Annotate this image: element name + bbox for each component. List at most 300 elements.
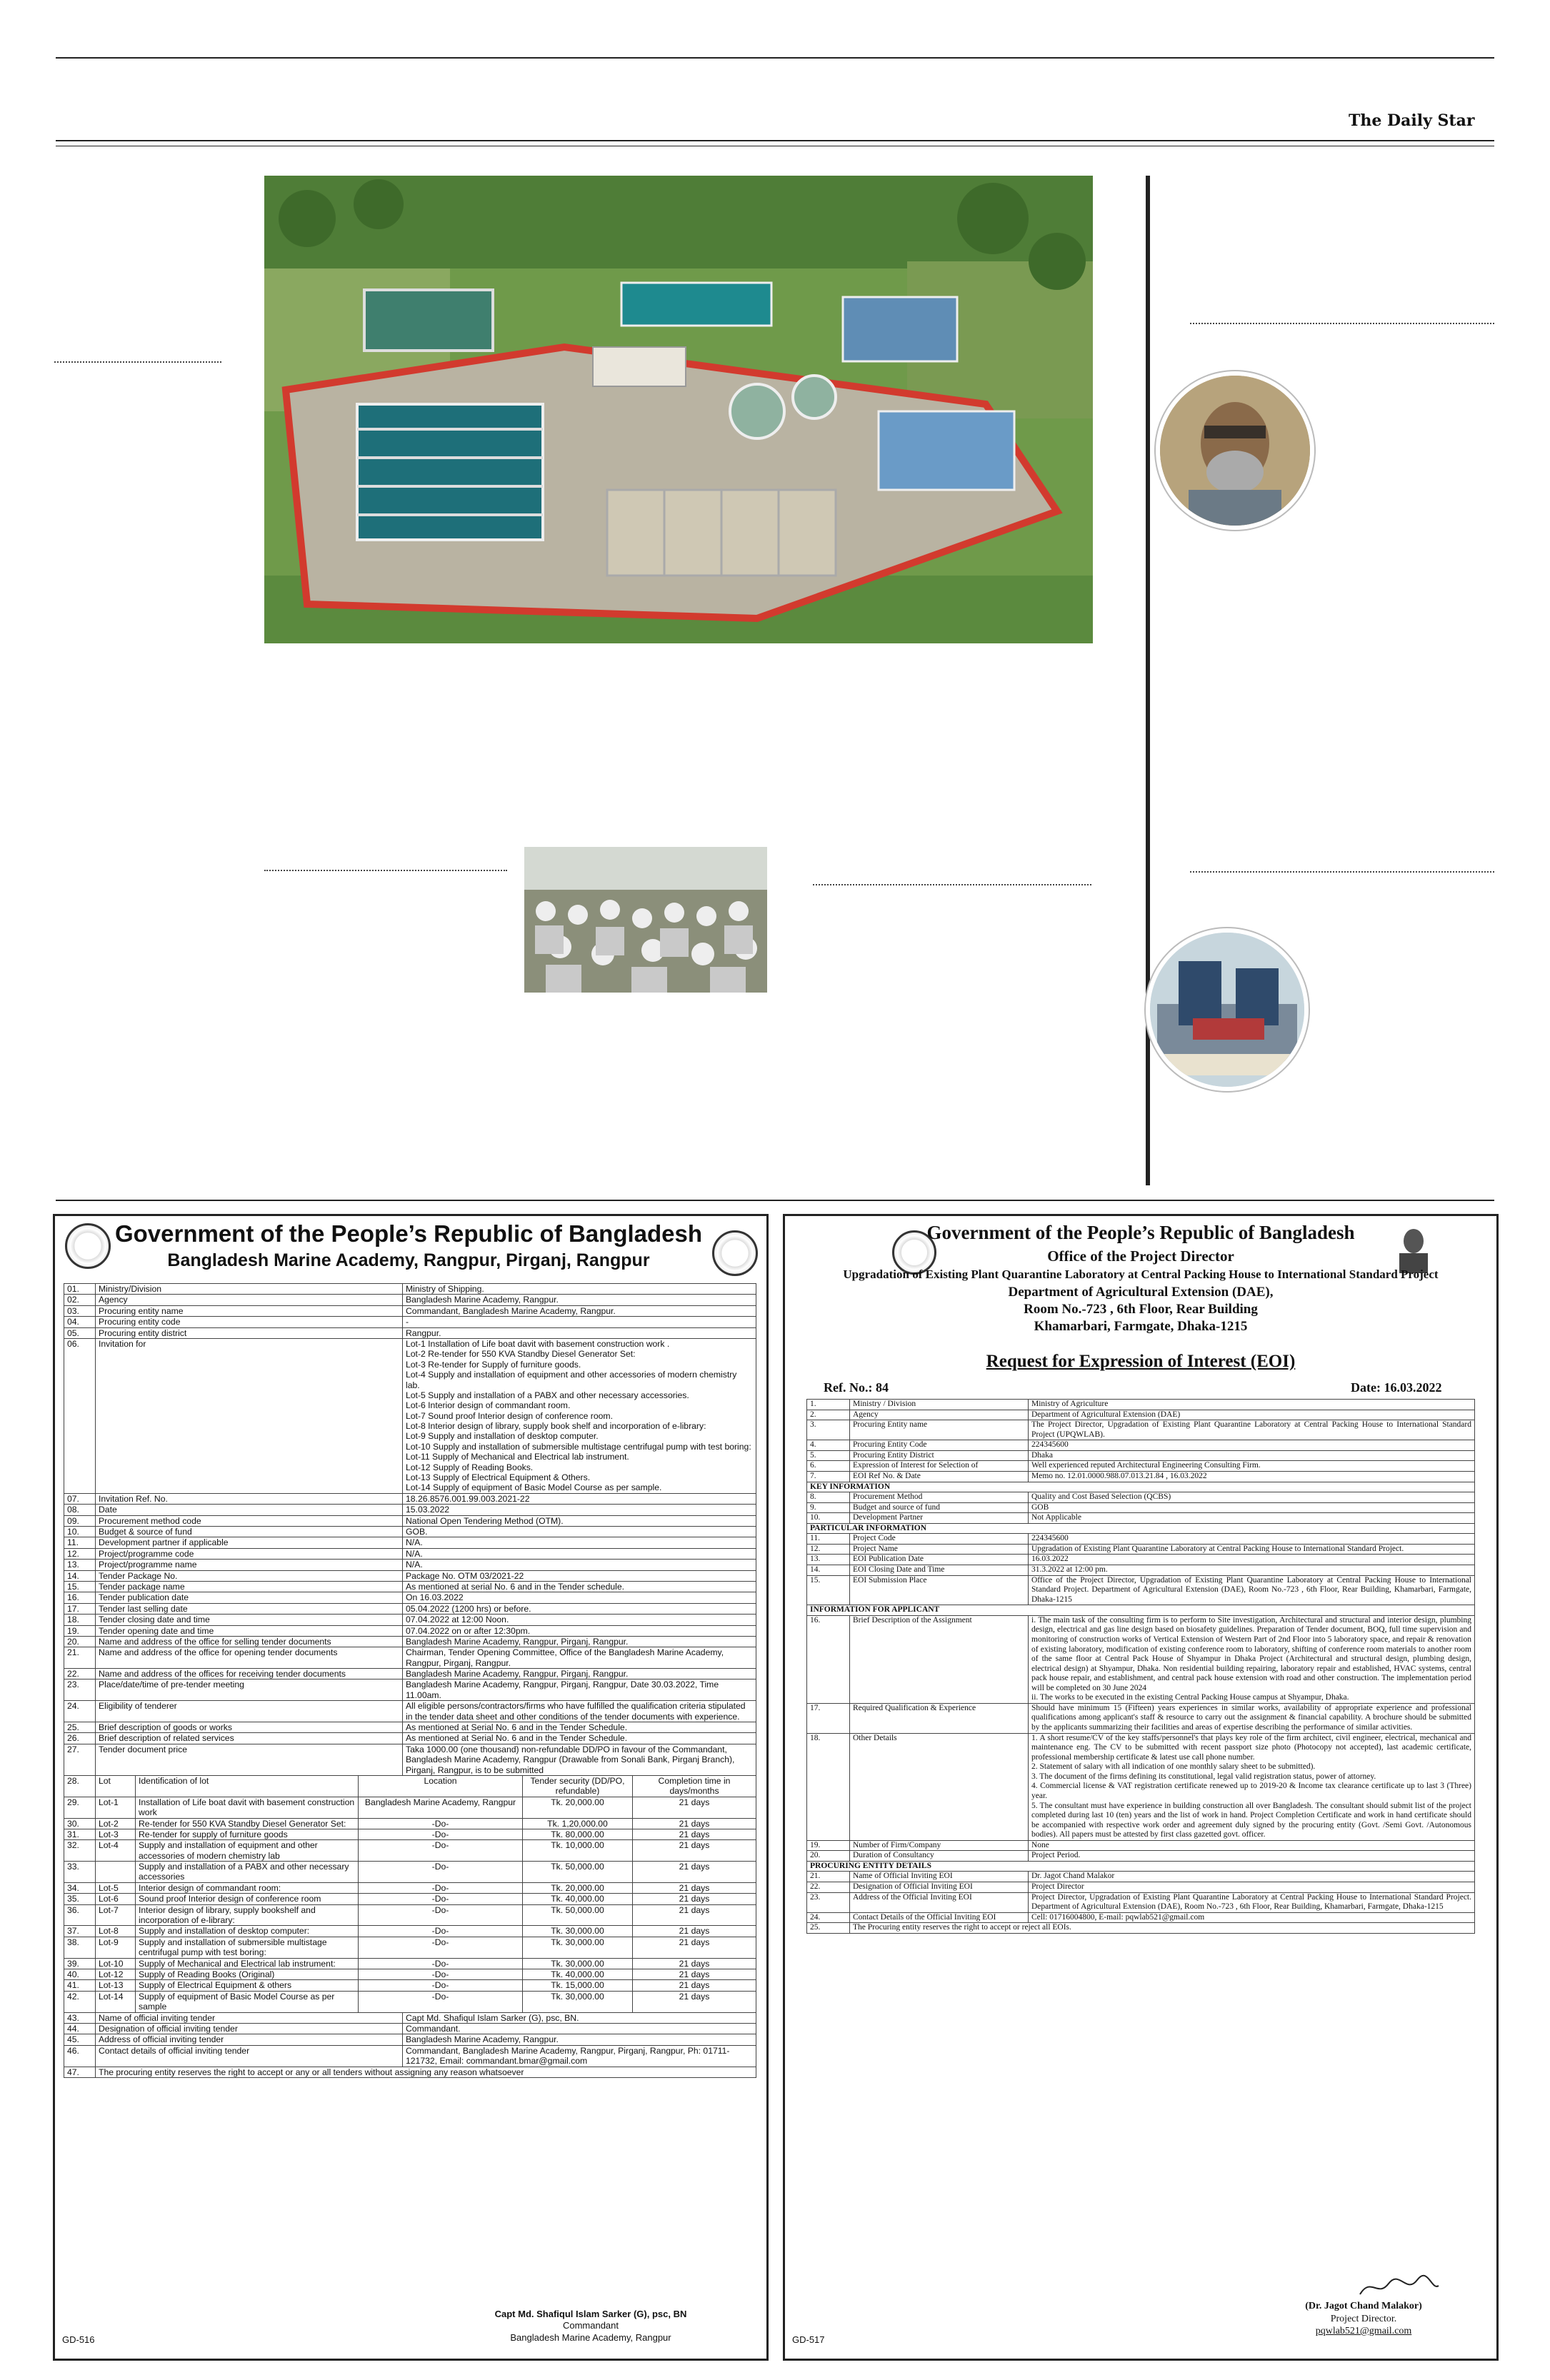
eoi-office: Office of the Project Director [1047, 1247, 1234, 1265]
row-value: Should have minimum 15 (Fifteen) years experiences in similar works, availability of appropriate experience and professional qualifications among applicant's staff & resource to carry out the assignment & financial capability. A brochure should be submitted by the applicants summarizing their facilities and areas of expertise describing the performance of similar activities. [1029, 1703, 1475, 1733]
row-number: 2. [807, 1410, 850, 1420]
table-row [807, 1410, 1475, 1420]
row-value: The Project Director, Upgradation of Existing Plant Quarantine Laboratory at Central Packing House to International Standard Project (UPQWLAB). [1029, 1420, 1475, 1440]
aerial-photo-illustration [264, 176, 1093, 643]
row-value: Bangladesh Marine Academy, Rangpur. [403, 1295, 756, 1305]
lot-description: Interior design of library, supply bookshelf and incorporation of e-library: [136, 1904, 359, 1926]
lot-completion: 21 days [633, 1797, 756, 1818]
row-value: Department of Agricultural Extension (DAE) [1029, 1410, 1475, 1420]
row-number: 25. [64, 1722, 96, 1733]
table-row [64, 1317, 756, 1327]
row-label: Agency [96, 1295, 403, 1305]
lot-security: Tk. 20,000.00 [523, 1882, 633, 1893]
row-number: 45. [64, 2034, 96, 2045]
lot-location: Bangladesh Marine Academy, Rangpur [359, 1797, 523, 1818]
row-number: 04. [64, 1317, 96, 1327]
row-value: Not Applicable [1029, 1513, 1475, 1524]
row-number: 10. [807, 1513, 850, 1524]
row-number: 17. [807, 1703, 850, 1733]
portrait-icon [1156, 371, 1314, 530]
row-value: 18.26.8576.001.99.003.2021-22 [403, 1493, 756, 1504]
lot-security: Tk. 30,000.00 [523, 1991, 633, 2012]
row-label: Project Code [850, 1534, 1029, 1545]
row-value: N/A. [403, 1537, 756, 1548]
eoi-table-wrap [806, 1399, 1475, 1934]
row-value: Upgradation of Existing Plant Quarantine Laboratory at Central Packing House to International Standard Project. [1029, 1544, 1475, 1555]
eoi-title: Government of the People’s Republic of Bangladesh [926, 1222, 1355, 1243]
row-value: As mentioned at Serial No. 6 and in the Tender Schedule. [403, 1733, 756, 1744]
row-number: 4. [807, 1440, 850, 1451]
row-value: 1. A short resume/CV of the key staffs/personnel's that plays key role of the firm architect, civil engineer, electrical, mechanical and maintenance eng. The CV to be submitted with recent passport size photo (Photocopy not accepted), last academic certificate, professional membership certificate & latest use call phone number. 2. Statement of salary with all indication of one monthly salary sheet to be submitted). 3. The document of the firms defining its constitutional, legal valid registration status, power of attorney. 4. Commercial license & VAT registration certificate renewed up to 2019-20 & Income tax clearance certificate up to last 3 (Three) year. 5. The consultant must have experience in building construction all over Bangladesh. The consultant should submit list of the project completed during last 10 (ten) years and the list of work in hand. Project Completion Certificate and work in hand certificate should be accompanied with respective work order and agreement duly signed by the procuring entity (Govt. /Semi Govt. /Autonomous bodies). All papers must be attested by first class gazetted govt. officer. [1029, 1733, 1475, 1840]
row-value: N/A. [403, 1560, 756, 1570]
table-row [807, 1492, 1475, 1503]
eoi-project: Upgradation of Existing Plant Quarantine Laboratory at Central Packing House to International Standard Project [843, 1267, 1439, 1281]
row-value: Memo no. 12.01.0000.988.07.013.21.84 , 16.03.2022 [1029, 1471, 1475, 1482]
row-label: Address of the Official Inviting EOI [850, 1892, 1029, 1912]
aerial-photo-treatment-plant [264, 176, 1093, 643]
row-value: None [1029, 1840, 1475, 1851]
lot-id: Lot-1 [96, 1797, 136, 1818]
row-value: 15.03.2022 [403, 1505, 756, 1515]
lot-header: Identification of lot [136, 1775, 359, 1797]
row-value: Dhaka [1029, 1450, 1475, 1461]
row-label: Designation of Official Inviting EOI [850, 1882, 1029, 1893]
row-label: Procurement Method [850, 1492, 1029, 1503]
table-row [807, 1461, 1475, 1472]
row-label: Expression of Interest for Selection of [850, 1461, 1029, 1472]
lot-location: -Do- [359, 1882, 523, 1893]
lot-security: Tk. 40,000.00 [523, 1969, 633, 1980]
lot-id: Lot-12 [96, 1969, 136, 1980]
row-number: 02. [64, 1295, 96, 1305]
row-number: 08. [64, 1505, 96, 1515]
row-label: Brief description of related services [96, 1733, 403, 1744]
lot-location: -Do- [359, 1829, 523, 1839]
eoi-room: Room No.-723 , 6th Floor, Rear Building [1024, 1302, 1258, 1317]
row-label: Tender opening date and time [96, 1625, 403, 1636]
row-value: 224345600 [1029, 1534, 1475, 1545]
row-number: 24. [64, 1701, 96, 1722]
row-number: 3. [807, 1420, 850, 1440]
lot-id: Lot-3 [96, 1829, 136, 1839]
row-label: Procuring Entity District [850, 1450, 1029, 1461]
row-label: Required Qualification & Experience [850, 1703, 1029, 1733]
table-row [64, 1733, 756, 1744]
lot-location: -Do- [359, 1840, 523, 1862]
table-row [64, 1937, 756, 1958]
row-label: Tender document price [96, 1744, 403, 1775]
table-row [807, 1534, 1475, 1545]
row-value: Office of the Project Director, Upgradation of Existing Plant Quarantine Laboratory at Central Packing House to International Standard Project. Department of Agricultural Extension (DAE), Room No.-723 , 6th Floor, Rear Building, Khamarbari, Farmgate, Dhaka-1215 [1029, 1575, 1475, 1605]
lot-security: Tk. 1,20,000.00 [523, 1818, 633, 1829]
row-number: 11. [807, 1534, 850, 1545]
row-value: Lot-1 Installation of Life boat davit with basement construction work . Lot-2 Re-tender for 550 KVA Standby Diesel Generator Set: Lot-3 Re-tender for Supply of furniture goods. Lot-4 Supply and installation of equipment and other accessories of modern chemistry lab. Lot-5 Supply and installation of a PABX and other necessary accessories. Lot-6 Interior design of commandant room. Lot-7 Sound proof Interior design of conference room. Lot-8 Interior design of library, supply book shelf and incorporation of e-library: Lot-9 Supply and installation of desktop computer. Lot-10 Supply and installation of submersible multistage centrifugal pump with test boring: Lot-11 Supply of Mechanical and Electrical lab instrument. Lot-12 Supply of Reading Books. Lot-13 Supply of Electrical Equipment & Others. Lot-14 Supply of equipment of Basic Model Course as per sample. [403, 1338, 756, 1493]
row-number: 8. [807, 1492, 850, 1503]
row-label: Number of Firm/Company [850, 1840, 1029, 1851]
table-row [807, 1420, 1475, 1440]
row-label: Tender publication date [96, 1592, 403, 1603]
row-number: 40. [64, 1969, 96, 1980]
row-number: 23. [64, 1679, 96, 1701]
eoi-notice-dae [783, 1214, 1499, 2361]
ad-section-rule [56, 1200, 1494, 1201]
lot-id [96, 1862, 136, 1883]
row-number: 05. [64, 1327, 96, 1338]
lot-security: Tk. 30,000.00 [523, 1958, 633, 1969]
row-value: Ministry of Shipping. [403, 1284, 756, 1295]
row-value: As mentioned at Serial No. 6 and in the Tender Schedule. [403, 1722, 756, 1733]
lot-completion: 21 days [633, 1958, 756, 1969]
row-number: 29. [64, 1797, 96, 1818]
row-value: 07.04.2022 on or after 12:30pm. [403, 1625, 756, 1636]
eoi-table [806, 1399, 1475, 1934]
tender-official-table [64, 2012, 756, 2078]
table-row [807, 1502, 1475, 1513]
row-value: Commandant, Bangladesh Marine Academy, Rangpur, Pirganj, Rangpur, Ph: 01711-121732, Email: commandant.bmar@gmail.com [403, 2045, 756, 2067]
lot-description: Supply and installation of submersible multistage centrifugal pump with test boring: [136, 1937, 359, 1958]
eoi-address: Khamarbari, Farmgate, Dhaka-1215 [1034, 1319, 1248, 1334]
row-label: Agency [850, 1410, 1029, 1420]
lot-completion: 21 days [633, 1991, 756, 2012]
table-row [64, 1493, 756, 1504]
row-number: 7. [807, 1471, 850, 1482]
row-value: Bangladesh Marine Academy, Rangpur. [403, 2034, 756, 2045]
lot-completion: 21 days [633, 1937, 756, 1958]
row-number: 34. [64, 1882, 96, 1893]
row-number: 22. [64, 1669, 96, 1679]
table-row [64, 1592, 756, 1603]
tender-title: Government of the People’s Republic of Bangladesh [114, 1220, 703, 1247]
table-row [807, 1615, 1475, 1703]
cartoon-circle-illustration [1146, 928, 1309, 1091]
row-label: Other Details [850, 1733, 1029, 1840]
row-label: Name of Official Inviting EOI [850, 1872, 1029, 1882]
table-row [64, 1904, 756, 1926]
lot-header: Lot [96, 1775, 136, 1797]
row-number: 11. [64, 1537, 96, 1548]
table-row [64, 1515, 756, 1526]
row-number: 39. [64, 1958, 96, 1969]
row-value: Rangpur. [403, 1327, 756, 1338]
row-number: 26. [64, 1733, 96, 1744]
marine-academy-seal-icon [712, 1230, 758, 1276]
table-row [807, 1440, 1475, 1451]
lot-completion: 21 days [633, 1882, 756, 1893]
table-row [64, 1548, 756, 1559]
row-number: 19. [807, 1840, 850, 1851]
row-label: Name and address of the offices for receiving tender documents [96, 1669, 403, 1679]
table-row [64, 1581, 756, 1592]
row-value: N/A. [403, 1548, 756, 1559]
lot-description: Installation of Life boat davit with basement construction work [136, 1797, 359, 1818]
row-number: 03. [64, 1305, 96, 1316]
row-text: The Procuring entity reserves the right to accept or reject all EOIs. [850, 1923, 1475, 1934]
row-value: National Open Tendering Method (OTM). [403, 1515, 756, 1526]
lot-security: Tk. 15,000.00 [523, 1980, 633, 1991]
row-value: 31.3.2022 at 12:00 pm. [1029, 1565, 1475, 1576]
lot-description: Supply and installation of a PABX and other necessary accessories [136, 1862, 359, 1883]
row-number: 24. [807, 1912, 850, 1923]
row-label: Place/date/time of pre-tender meeting [96, 1679, 403, 1701]
row-number: 09. [64, 1515, 96, 1526]
table-row [64, 2023, 756, 2034]
table-row [64, 1305, 756, 1316]
row-number: 36. [64, 1904, 96, 1926]
row-value: i. The main task of the consulting firm is to perform to Site investigation, Architectural and structural and interior design, plumbing design, electrical and gas line design based on biosafety guidelines. Preparation of Tender document, BOQ, full time supervision and monitoring of construction works of Vertical Extension of Western Part of 2nd Floor into 5 laboratory space, and repair & renovation of existing laboratory, modification of existing conference room to laboratory, shifting of conference room materials to another room of the same floor at Central Pack House of Shyampur in Dhaka Project (Architectural and structural design, plumbing design, electrical design) at Shyampur, Dhaka. Non residential building repairing, laboratory repair and established, HVAC systems, central pack house repair, and establishment, and central pack house extension with road and other construction. The implementation period will be completed on 30 June 2024 ii. The works to be executed in the existing Central Packing House campus at Shyampur, Dhaka. [1029, 1615, 1475, 1703]
row-number: 31. [64, 1829, 96, 1839]
table-row [807, 1513, 1475, 1524]
table-row [64, 1327, 756, 1338]
lot-id: Lot-6 [96, 1894, 136, 1904]
row-value: Commandant, Bangladesh Marine Academy, Rangpur. [403, 1305, 756, 1316]
lot-id: Lot-10 [96, 1958, 136, 1969]
eoi-dept: Department of Agricultural Extension (DAE), [1008, 1285, 1274, 1300]
lot-header: Completion time in days/months [633, 1775, 756, 1797]
table-row [64, 1958, 756, 1969]
table-row [64, 1829, 756, 1839]
lot-location: -Do- [359, 1926, 523, 1937]
row-label: Project/programme code [96, 1548, 403, 1559]
row-label: Budget and source of fund [850, 1502, 1029, 1513]
table-row [64, 1615, 756, 1625]
row-number: 41. [64, 1980, 96, 1991]
lot-security: Tk. 30,000.00 [523, 1937, 633, 1958]
lot-location: -Do- [359, 1937, 523, 1958]
lot-security: Tk. 40,000.00 [523, 1894, 633, 1904]
lot-security: Tk. 20,000.00 [523, 1797, 633, 1818]
signatory-designation: Commandant [562, 2320, 619, 2331]
row-number: 12. [64, 1548, 96, 1559]
gd-number: GD-516 [62, 2334, 95, 2345]
table-row [64, 2034, 756, 2045]
lot-completion: 21 days [633, 1904, 756, 1926]
table-row [64, 1701, 756, 1722]
row-value: 224345600 [1029, 1440, 1475, 1451]
crowd-prayer-photo [524, 847, 767, 993]
row-label: Project Name [850, 1544, 1029, 1555]
row-number: 5. [807, 1450, 850, 1461]
section-heading: PROCURING ENTITY DETAILS [807, 1861, 1475, 1872]
row-label: Date [96, 1505, 403, 1515]
row-label: Designation of official inviting tender [96, 2023, 403, 2034]
table-row [64, 1980, 756, 1991]
row-value: Quality and Cost Based Selection (QCBS) [1029, 1492, 1475, 1503]
lot-description: Supply and installation of equipment and other accessories of modern chemistry lab [136, 1840, 359, 1862]
row-label: Invitation Ref. No. [96, 1493, 403, 1504]
row-number: 10. [64, 1526, 96, 1537]
lot-location: -Do- [359, 1969, 523, 1980]
table-row [64, 1818, 756, 1829]
row-number: 37. [64, 1926, 96, 1937]
row-value: - [403, 1317, 756, 1327]
lot-header: Tender security (DD/PO, refundable) [523, 1775, 633, 1797]
row-label: Development partner if applicable [96, 1537, 403, 1548]
row-label: EOI Publication Date [850, 1555, 1029, 1565]
section-heading: KEY INFORMATION [807, 1482, 1475, 1492]
table-row [807, 1923, 1475, 1934]
row-label: Procuring Entity Code [850, 1440, 1029, 1451]
lot-security: Tk. 50,000.00 [523, 1904, 633, 1926]
row-label: EOI Ref No. & Date [850, 1471, 1029, 1482]
signature-scribble [1356, 2273, 1442, 2301]
lot-security: Tk. 80,000.00 [523, 1829, 633, 1839]
row-number: 46. [64, 2045, 96, 2067]
lot-security: Tk. 10,000.00 [523, 1840, 633, 1862]
row-label: Procuring Entity name [850, 1420, 1029, 1440]
masthead-logo: The Daily Star [1349, 111, 1475, 130]
table-row [64, 2012, 756, 2023]
lot-completion: 21 days [633, 1818, 756, 1829]
table-row [64, 1669, 756, 1679]
table-row [64, 1744, 756, 1775]
lot-location: -Do- [359, 1862, 523, 1883]
row-value: Bangladesh Marine Academy, Rangpur, Pirganj, Rangpur. [403, 1636, 756, 1647]
column-divider [1190, 871, 1494, 873]
row-number: 22. [807, 1882, 850, 1893]
row-label: Tender closing date and time [96, 1615, 403, 1625]
row-number: 44. [64, 2023, 96, 2034]
signatory-office: Bangladesh Marine Academy, Rangpur [510, 2331, 671, 2343]
lot-id: Lot-5 [96, 1882, 136, 1893]
row-number: 18. [807, 1733, 850, 1840]
table-row [807, 1471, 1475, 1482]
column-divider [264, 870, 507, 871]
tender-signature-block [426, 2309, 755, 2344]
lot-id: Lot-4 [96, 1840, 136, 1862]
lot-description: Interior design of commandant room: [136, 1882, 359, 1893]
table-row [64, 1991, 756, 2012]
row-number: 23. [807, 1892, 850, 1912]
table-row [64, 1679, 756, 1701]
row-value: Bangladesh Marine Academy, Rangpur, Pirganj, Rangpur, Date 30.03.2022, Time 11.00am. [403, 1679, 756, 1701]
lot-description: Supply of Mechanical and Electrical lab instrument: [136, 1958, 359, 1969]
table-row [64, 2045, 756, 2067]
bangladesh-map-emblem-icon [65, 1223, 111, 1269]
lot-description: Re-tender for 550 KVA Standby Diesel Generator Set: [136, 1818, 359, 1829]
lot-completion: 21 days [633, 1926, 756, 1937]
row-label: Contact details of official inviting tender [96, 2045, 403, 2067]
eoi-date: Date: 16.03.2022 [1351, 1380, 1442, 1395]
table-row [64, 1882, 756, 1893]
section-heading-row [807, 1523, 1475, 1534]
lot-id: Lot-2 [96, 1818, 136, 1829]
row-label: Address of official inviting tender [96, 2034, 403, 2045]
lot-security: Tk. 30,000.00 [523, 1926, 633, 1937]
row-number: 07. [64, 1493, 96, 1504]
top-rule [56, 57, 1494, 59]
row-label: Development Partner [850, 1513, 1029, 1524]
row-label: Name and address of the office for opening tender documents [96, 1647, 403, 1669]
lot-id: Lot-14 [96, 1991, 136, 2012]
row-number: 6. [807, 1461, 850, 1472]
lot-completion: 21 days [633, 1980, 756, 1991]
row-value: Well experienced reputed Architectural Engineering Consulting Firm. [1029, 1461, 1475, 1472]
row-text: The procuring entity reserves the right to accept or any or all tenders without assigning any reason whatsoever [96, 2067, 756, 2077]
table-row [807, 1912, 1475, 1923]
row-number: 15. [64, 1581, 96, 1592]
eoi-ref: Ref. No.: 84 [824, 1380, 889, 1395]
lot-completion: 21 days [633, 1969, 756, 1980]
lot-description: Supply of equipment of Basic Model Course as per sample [136, 1991, 359, 2012]
tender-lot-table [64, 1775, 756, 2013]
row-value: Bangladesh Marine Academy, Rangpur, Pirganj, Rangpur. [403, 1669, 756, 1679]
row-value: Taka 1000.00 (one thousand) non-refundable DD/PO in favour of the Commandant, Bangladesh Marine Academy, Rangpur (Drawable from Sonali Bank, Pirganj Branch), Pirganj, Rangpur, is to be submitted [403, 1744, 756, 1775]
row-number: 18. [64, 1615, 96, 1625]
section-heading-row [807, 1861, 1475, 1872]
table-row [64, 1894, 756, 1904]
table-row [64, 1647, 756, 1669]
tender-notice-marine-academy [53, 1214, 769, 2361]
table-row [64, 1560, 756, 1570]
row-value: As mentioned at serial No. 6 and in the Tender schedule. [403, 1581, 756, 1592]
row-label: Budget & source of fund [96, 1526, 403, 1537]
table-row [64, 1338, 756, 1493]
table-row [64, 1797, 756, 1818]
row-number: 32. [64, 1840, 96, 1862]
lot-location: -Do- [359, 1991, 523, 2012]
lot-completion: 21 days [633, 1829, 756, 1839]
row-number: 19. [64, 1625, 96, 1636]
row-label: Ministry/Division [96, 1284, 403, 1295]
lot-description: Re-tender for supply of furniture goods [136, 1829, 359, 1839]
row-label: Tender Package No. [96, 1570, 403, 1581]
row-label: Procuring entity district [96, 1327, 403, 1338]
table-row [64, 1775, 756, 1797]
table-row [64, 1969, 756, 1980]
row-number: 9. [807, 1502, 850, 1513]
row-number: 01. [64, 1284, 96, 1295]
row-label: Invitation for [96, 1338, 403, 1493]
gd-number: GD-517 [792, 2334, 825, 2345]
lot-location: -Do- [359, 1904, 523, 1926]
row-value: Project Period. [1029, 1851, 1475, 1862]
row-label: Duration of Consultancy [850, 1851, 1029, 1862]
row-number: 21. [64, 1647, 96, 1669]
row-label: EOI Submission Place [850, 1575, 1029, 1605]
row-label: Ministry / Division [850, 1400, 1029, 1410]
table-row [64, 1603, 756, 1614]
row-value: 07.04.2022 at 12:00 Noon. [403, 1615, 756, 1625]
tender-subtitle: Bangladesh Marine Academy, Rangpur, Pirganj, Rangpur [167, 1250, 650, 1270]
lot-completion: 21 days [633, 1894, 756, 1904]
table-row [64, 1926, 756, 1937]
lot-description: Supply of Reading Books (Original) [136, 1969, 359, 1980]
row-number: 25. [807, 1923, 850, 1934]
row-label: Tender last selling date [96, 1603, 403, 1614]
row-number: 47. [64, 2067, 96, 2077]
lot-id: Lot-8 [96, 1926, 136, 1937]
row-value: 05.04.2022 (1200 hrs) or before. [403, 1603, 756, 1614]
section-heading: PARTICULAR INFORMATION [807, 1523, 1475, 1534]
lot-id: Lot-7 [96, 1904, 136, 1926]
section-heading: INFORMATION FOR APPLICANT [807, 1605, 1475, 1616]
lot-header: Location [359, 1775, 523, 1797]
row-value: Dr. Jagot Chand Malakor [1029, 1872, 1475, 1882]
tender-info-table [64, 1283, 756, 1776]
table-row [64, 1526, 756, 1537]
row-label: Contact Details of the Official Inviting EOI [850, 1912, 1029, 1923]
row-number: 15. [807, 1575, 850, 1605]
lot-description: Sound proof Interior design of conference room [136, 1894, 359, 1904]
table-row [64, 2067, 756, 2077]
row-number: 20. [807, 1851, 850, 1862]
row-label: Procuring entity code [96, 1317, 403, 1327]
table-row [64, 1284, 756, 1295]
row-label: Name of official inviting tender [96, 2012, 403, 2023]
row-number: 30. [64, 1818, 96, 1829]
row-value: GOB [1029, 1502, 1475, 1513]
row-number: 35. [64, 1894, 96, 1904]
